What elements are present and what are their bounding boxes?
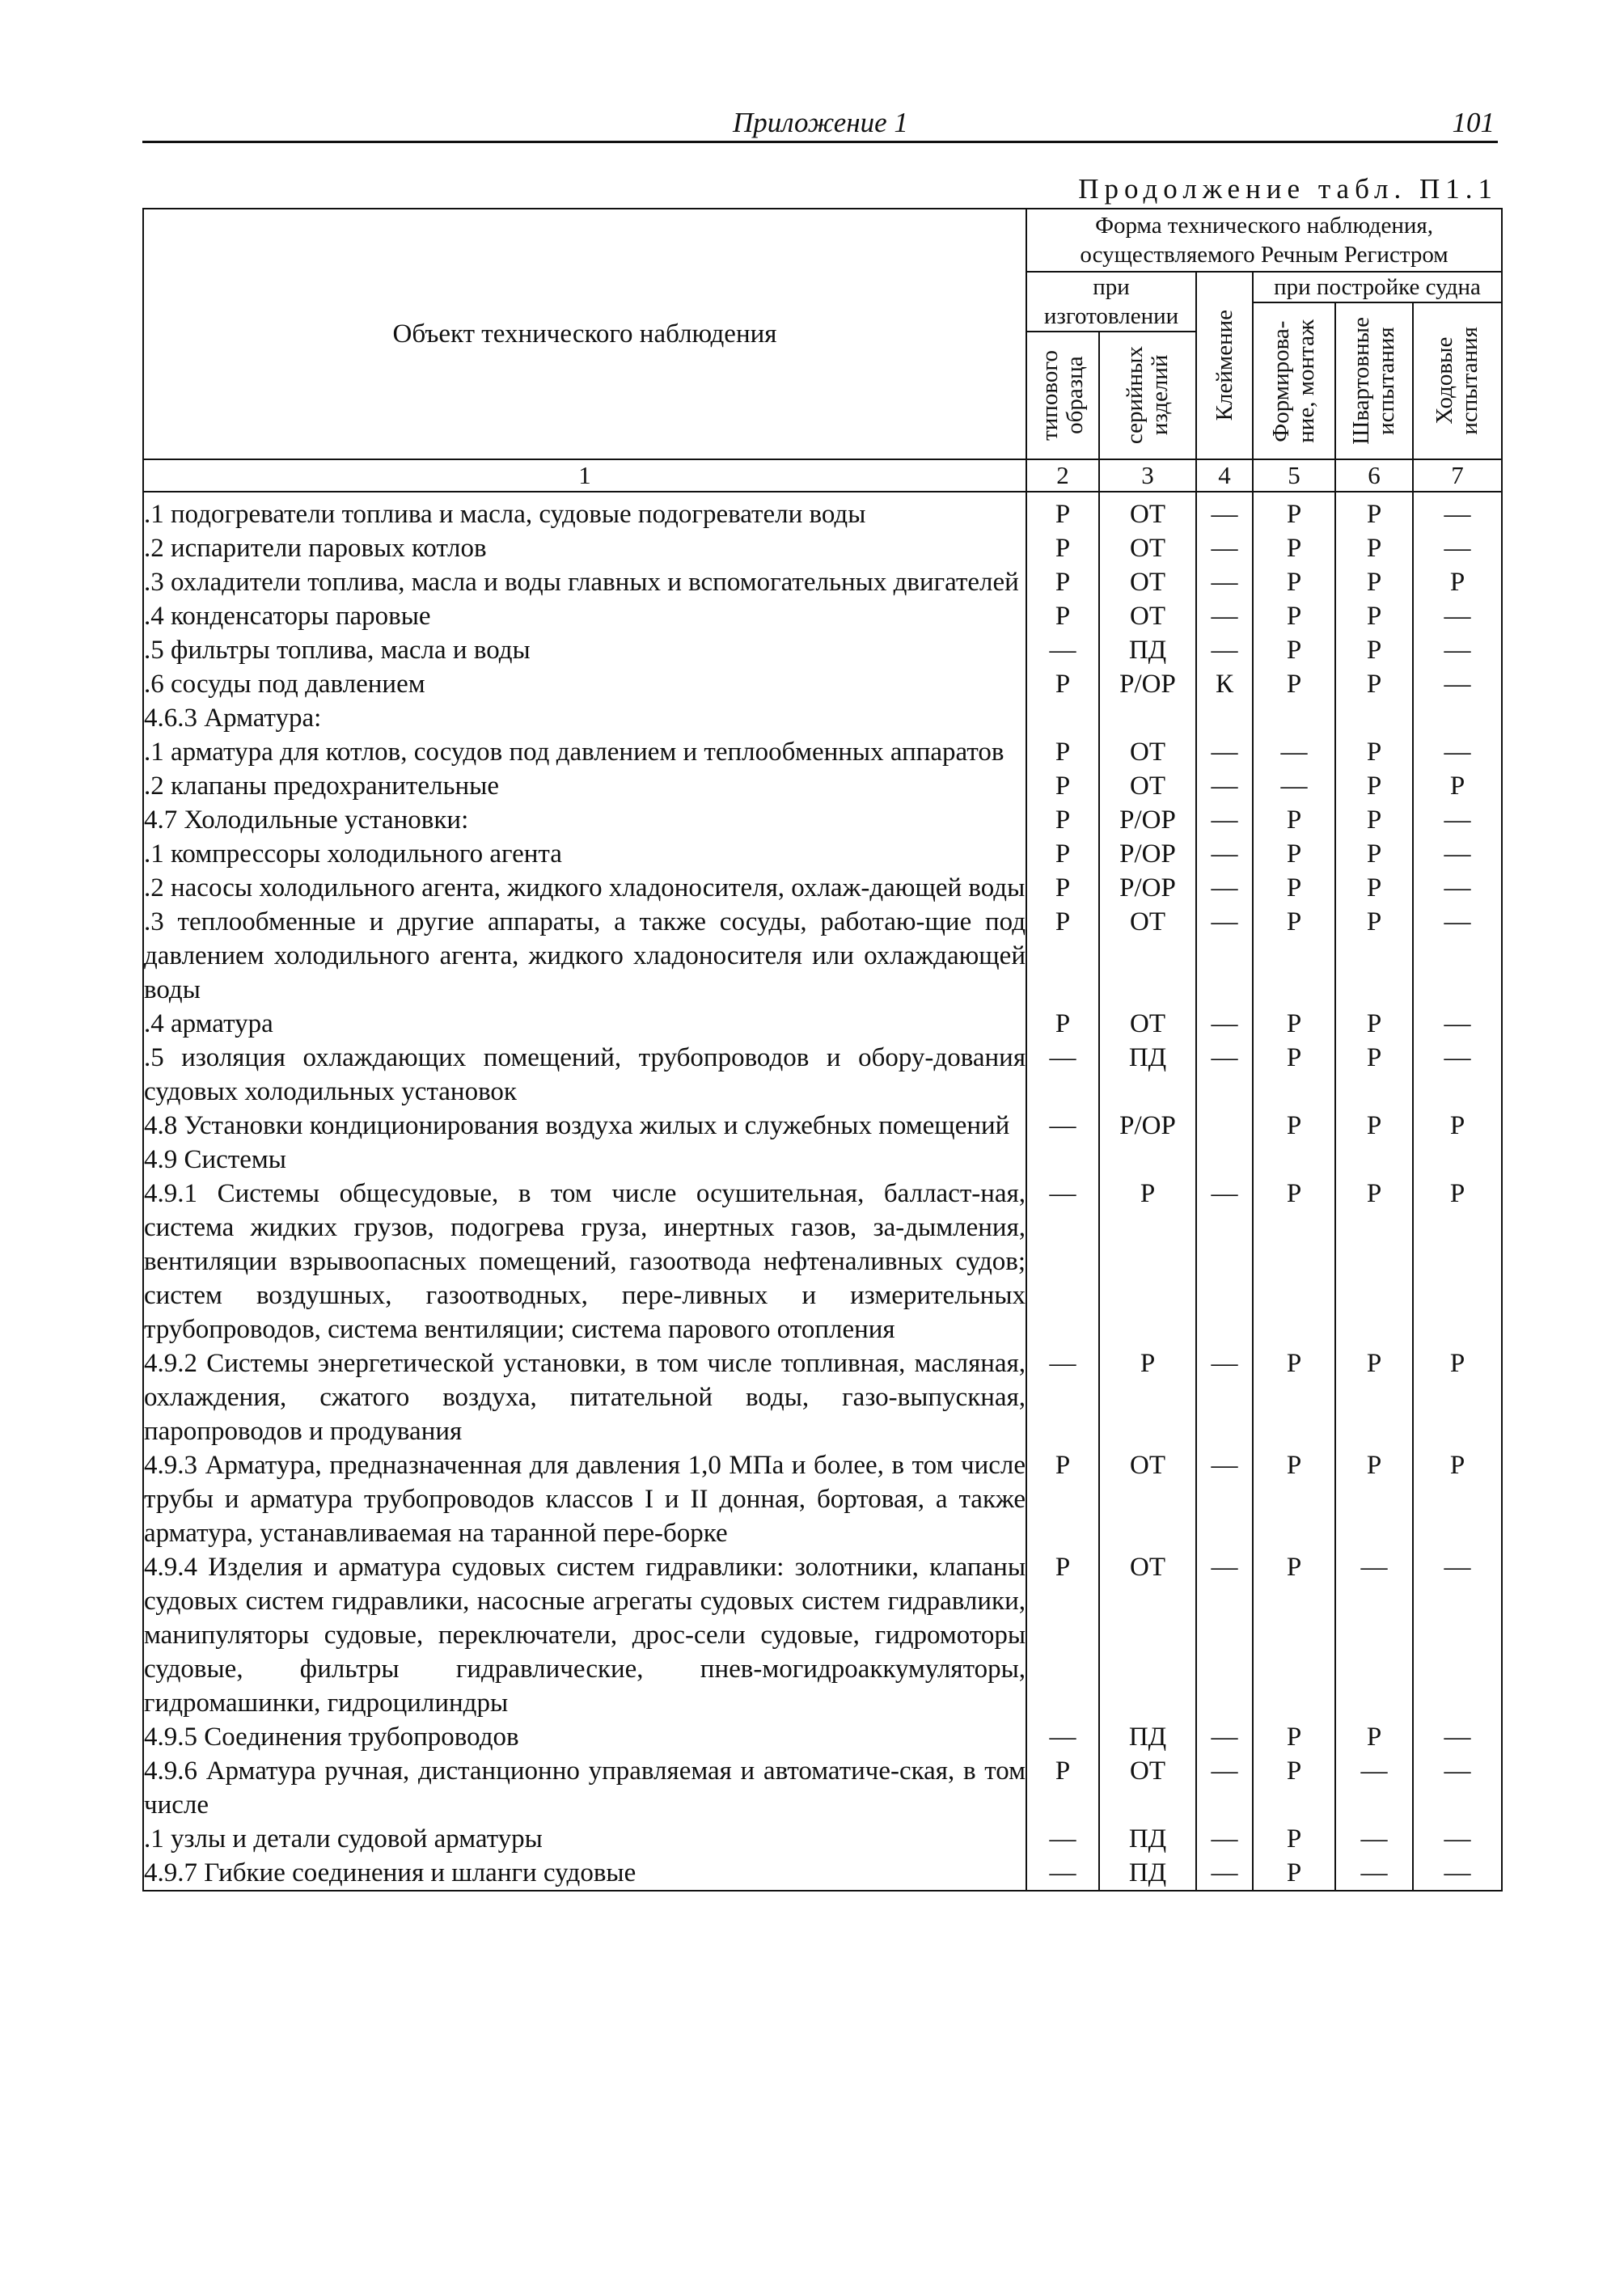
header-construction: при постройке судна bbox=[1253, 272, 1502, 302]
form-value: — bbox=[1413, 599, 1502, 633]
form-value: Р bbox=[1253, 905, 1335, 1007]
form-value: — bbox=[1196, 531, 1253, 565]
form-value bbox=[1026, 701, 1099, 735]
form-value bbox=[1335, 701, 1413, 735]
form-value: Р bbox=[1335, 633, 1413, 667]
object-name: 4.9.1 Системы общесудовые, в том числе осушительная, балласт-ная, система жидких грузов, подогрева груза, инертных газов, за-дымления, вентиляции взрывоопасных помещений, газоотвода нефтеналивных судов; систем воздушных, газоотводных, пере-ливных и измерительных трубопроводов, система вентиляции; система парового отопления bbox=[143, 1177, 1026, 1346]
form-value bbox=[1196, 1109, 1253, 1143]
col-number: 2 bbox=[1026, 459, 1099, 492]
form-value: Р bbox=[1335, 803, 1413, 837]
form-value: — bbox=[1413, 531, 1502, 565]
form-value: Р bbox=[1253, 1109, 1335, 1143]
header-forming-label: Формирова- ние, монтаж bbox=[1268, 319, 1319, 443]
form-value: — bbox=[1335, 1550, 1413, 1720]
form-value: ПД bbox=[1099, 1822, 1196, 1856]
header-form: Форма технического наблюдения, осуществляемого Речным Регистром bbox=[1026, 209, 1502, 272]
form-value: Р bbox=[1335, 1007, 1413, 1041]
form-value: — bbox=[1026, 1177, 1099, 1346]
header-serial bbox=[1099, 332, 1196, 459]
form-value: — bbox=[1196, 1007, 1253, 1041]
form-value: — bbox=[1413, 735, 1502, 769]
table-row bbox=[143, 1109, 1502, 1143]
form-value: — bbox=[1196, 1041, 1253, 1109]
col-number: 7 bbox=[1413, 459, 1502, 492]
table-body bbox=[143, 492, 1502, 1891]
form-value: Р bbox=[1413, 565, 1502, 599]
form-value bbox=[1335, 1143, 1413, 1177]
table-row bbox=[143, 667, 1502, 701]
form-value: Р bbox=[1253, 1041, 1335, 1109]
form-value: Р bbox=[1335, 837, 1413, 871]
form-value: — bbox=[1196, 599, 1253, 633]
form-value: — bbox=[1196, 492, 1253, 531]
object-name: .3 теплообменные и другие аппараты, а также сосуды, работаю-щие под давлением холодильного агента, жидкого хладоносителя или охлаждающей воды bbox=[143, 905, 1026, 1007]
table-row bbox=[143, 905, 1502, 1007]
header-mooring bbox=[1335, 302, 1413, 459]
form-value: Р bbox=[1026, 769, 1099, 803]
form-value: Р bbox=[1413, 1346, 1502, 1448]
header-type-sample bbox=[1026, 332, 1099, 459]
form-value: Р bbox=[1026, 871, 1099, 905]
table-row bbox=[143, 1041, 1502, 1109]
form-value: Р bbox=[1335, 1041, 1413, 1109]
header-type-sample-label: типового образца bbox=[1037, 350, 1088, 441]
table-row bbox=[143, 803, 1502, 837]
form-value: Р bbox=[1253, 1856, 1335, 1891]
form-value: Р bbox=[1099, 1177, 1196, 1346]
form-value: Р/ОР bbox=[1099, 803, 1196, 837]
form-value bbox=[1099, 1143, 1196, 1177]
form-value: ОТ bbox=[1099, 1754, 1196, 1822]
table-row bbox=[143, 492, 1502, 531]
form-value: — bbox=[1196, 1177, 1253, 1346]
form-value: Р bbox=[1335, 565, 1413, 599]
form-value: Р bbox=[1026, 531, 1099, 565]
header-running bbox=[1413, 302, 1502, 459]
form-value: — bbox=[1196, 803, 1253, 837]
form-value: Р bbox=[1253, 565, 1335, 599]
form-value: — bbox=[1196, 837, 1253, 871]
header-running-label: Ходовые испытания bbox=[1432, 327, 1483, 435]
form-value: Р bbox=[1253, 1007, 1335, 1041]
form-value: — bbox=[1196, 633, 1253, 667]
table-row bbox=[143, 1448, 1502, 1550]
table-row bbox=[143, 735, 1502, 769]
col-number: 3 bbox=[1099, 459, 1196, 492]
form-value: Р bbox=[1026, 837, 1099, 871]
object-name: 4.9.7 Гибкие соединения и шланги судовые bbox=[143, 1856, 1026, 1891]
table-row bbox=[143, 1143, 1502, 1177]
form-value: Р bbox=[1026, 803, 1099, 837]
form-value: — bbox=[1196, 905, 1253, 1007]
header-branding bbox=[1196, 272, 1253, 459]
form-value: Р bbox=[1253, 531, 1335, 565]
form-value: ОТ bbox=[1099, 492, 1196, 531]
form-value: Р bbox=[1253, 871, 1335, 905]
observation-table bbox=[142, 208, 1503, 1892]
form-value: Р bbox=[1335, 905, 1413, 1007]
form-value: — bbox=[1413, 1754, 1502, 1822]
form-value: — bbox=[1413, 633, 1502, 667]
form-value: — bbox=[1196, 1856, 1253, 1891]
col-number: 1 bbox=[143, 459, 1026, 492]
form-value bbox=[1196, 701, 1253, 735]
object-name: .2 насосы холодильного агента, жидкого хладоносителя, охлаж-дающей воды bbox=[143, 871, 1026, 905]
col-number: 5 bbox=[1253, 459, 1335, 492]
form-value: — bbox=[1196, 1822, 1253, 1856]
form-value: Р bbox=[1026, 735, 1099, 769]
form-value: ОТ bbox=[1099, 599, 1196, 633]
form-value: — bbox=[1196, 1448, 1253, 1550]
table-row bbox=[143, 837, 1502, 871]
object-name: 4.9.4 Изделия и арматура судовых систем гидравлики: золотники, клапаны судовых систем гидравлики, насосные агрегаты судовых систем гидравлики, манипуляторы судовые, переключатели, дрос-сели судовые, гидромоторы судовые, фильтры гидравлические, пнев-могидроаккумуляторы, гидромашинки, гидроцилиндры bbox=[143, 1550, 1026, 1720]
form-value: — bbox=[1026, 1109, 1099, 1143]
form-value: Р bbox=[1253, 803, 1335, 837]
table-row bbox=[143, 1856, 1502, 1891]
form-value: — bbox=[1413, 667, 1502, 701]
header-serial-label: серийных изделий bbox=[1122, 346, 1173, 445]
table-row bbox=[143, 599, 1502, 633]
form-value: — bbox=[1196, 1550, 1253, 1720]
object-name: 4.9.5 Соединения трубопроводов bbox=[143, 1720, 1026, 1754]
table-row bbox=[143, 1754, 1502, 1822]
form-value bbox=[1099, 701, 1196, 735]
table-row bbox=[143, 565, 1502, 599]
form-value: — bbox=[1335, 1822, 1413, 1856]
form-value: — bbox=[1413, 1720, 1502, 1754]
form-value: Р bbox=[1026, 492, 1099, 531]
object-name: 4.7 Холодильные установки: bbox=[143, 803, 1026, 837]
running-title: Приложение 1 bbox=[733, 107, 908, 138]
form-value: — bbox=[1196, 735, 1253, 769]
form-value: Р bbox=[1413, 1109, 1502, 1143]
form-value: Р/ОР bbox=[1099, 837, 1196, 871]
form-value: Р bbox=[1335, 1720, 1413, 1754]
form-value bbox=[1253, 1143, 1335, 1177]
form-value: Р bbox=[1335, 769, 1413, 803]
table-row bbox=[143, 1550, 1502, 1720]
object-name: 4.6.3 Арматура: bbox=[143, 701, 1026, 735]
form-value: Р bbox=[1253, 837, 1335, 871]
form-value: — bbox=[1026, 1041, 1099, 1109]
form-value: К bbox=[1196, 667, 1253, 701]
object-name: .5 фильтры топлива, масла и воды bbox=[143, 633, 1026, 667]
form-value: — bbox=[1026, 1856, 1099, 1891]
form-value: ОТ bbox=[1099, 1448, 1196, 1550]
form-value: — bbox=[1413, 492, 1502, 531]
form-value: — bbox=[1413, 1822, 1502, 1856]
form-value: ОТ bbox=[1099, 769, 1196, 803]
form-value: — bbox=[1026, 1720, 1099, 1754]
form-value: — bbox=[1196, 1346, 1253, 1448]
form-value: — bbox=[1413, 1856, 1502, 1891]
header-forming bbox=[1253, 302, 1335, 459]
form-value: Р bbox=[1253, 1550, 1335, 1720]
table-row bbox=[143, 701, 1502, 735]
form-value: Р bbox=[1335, 1177, 1413, 1346]
form-value: ОТ bbox=[1099, 905, 1196, 1007]
form-value: Р bbox=[1026, 1754, 1099, 1822]
form-value: Р bbox=[1253, 1177, 1335, 1346]
form-value: Р bbox=[1413, 1177, 1502, 1346]
form-value bbox=[1196, 1143, 1253, 1177]
object-name: 4.9.3 Арматура, предназначенная для давления 1,0 МПа и более, в том числе трубы и арматура трубопроводов классов I и II донная, бортовая, а также арматура, устанавливаемая на таранной пере-борке bbox=[143, 1448, 1026, 1550]
form-value: — bbox=[1413, 905, 1502, 1007]
form-value: — bbox=[1026, 1346, 1099, 1448]
form-value: — bbox=[1413, 1550, 1502, 1720]
form-value bbox=[1413, 701, 1502, 735]
form-value: Р bbox=[1026, 1448, 1099, 1550]
col-number: 4 bbox=[1196, 459, 1253, 492]
form-value: Р bbox=[1026, 1007, 1099, 1041]
form-value: — bbox=[1196, 871, 1253, 905]
form-value: ОТ bbox=[1099, 565, 1196, 599]
form-value: ПД bbox=[1099, 633, 1196, 667]
form-value: — bbox=[1026, 633, 1099, 667]
form-value: Р bbox=[1253, 1346, 1335, 1448]
form-value: — bbox=[1413, 803, 1502, 837]
form-value: Р bbox=[1253, 492, 1335, 531]
form-value: — bbox=[1413, 871, 1502, 905]
object-name: .5 изоляция охлаждающих помещений, трубопроводов и обору-дования судовых холодильных установок bbox=[143, 1041, 1026, 1109]
object-name: 4.9.2 Системы энергетической установки, в том числе топливная, масляная, охлаждения, сжатого воздуха, питательной воды, газо-выпускная, паропроводов и продувания bbox=[143, 1346, 1026, 1448]
form-value: ОТ bbox=[1099, 1007, 1196, 1041]
table-row bbox=[143, 1720, 1502, 1754]
form-value: Р bbox=[1026, 565, 1099, 599]
form-value: — bbox=[1196, 565, 1253, 599]
object-name: 4.8 Установки кондиционирования воздуха жилых и служебных помещений bbox=[143, 1109, 1026, 1143]
form-value: Р bbox=[1413, 769, 1502, 803]
table-row bbox=[143, 1177, 1502, 1346]
form-value: Р bbox=[1026, 905, 1099, 1007]
form-value: — bbox=[1335, 1754, 1413, 1822]
form-value: — bbox=[1196, 1754, 1253, 1822]
form-value: — bbox=[1026, 1822, 1099, 1856]
table-row bbox=[143, 1007, 1502, 1041]
form-value: ОТ bbox=[1099, 735, 1196, 769]
table-row bbox=[143, 1822, 1502, 1856]
table-row bbox=[143, 633, 1502, 667]
table-row bbox=[143, 769, 1502, 803]
form-value: Р bbox=[1335, 667, 1413, 701]
col-number: 6 bbox=[1335, 459, 1413, 492]
form-value: Р bbox=[1335, 1109, 1413, 1143]
form-value: Р bbox=[1253, 633, 1335, 667]
form-value: Р bbox=[1335, 871, 1413, 905]
object-name: .2 клапаны предохранительные bbox=[143, 769, 1026, 803]
form-value: ОТ bbox=[1099, 1550, 1196, 1720]
object-name: .1 арматура для котлов, сосудов под давлением и теплообменных аппаратов bbox=[143, 735, 1026, 769]
form-value: Р bbox=[1253, 1448, 1335, 1550]
form-value: Р bbox=[1026, 667, 1099, 701]
object-name: .2 испарители паровых котлов bbox=[143, 531, 1026, 565]
object-name: 4.9 Системы bbox=[143, 1143, 1026, 1177]
form-value: Р bbox=[1335, 531, 1413, 565]
form-value: Р bbox=[1253, 599, 1335, 633]
form-value: Р bbox=[1335, 1346, 1413, 1448]
form-value: — bbox=[1413, 1041, 1502, 1109]
header-branding-label: Клеймение bbox=[1211, 310, 1237, 421]
form-value bbox=[1253, 701, 1335, 735]
page-header bbox=[142, 107, 1498, 143]
form-value bbox=[1413, 1143, 1502, 1177]
object-name: .4 конденсаторы паровые bbox=[143, 599, 1026, 633]
form-value: — bbox=[1253, 769, 1335, 803]
object-name: .1 узлы и детали судовой арматуры bbox=[143, 1822, 1026, 1856]
form-value: Р bbox=[1335, 599, 1413, 633]
object-name: .3 охладители топлива, масла и воды главных и вспомогательных двигателей bbox=[143, 565, 1026, 599]
object-name: .4 арматура bbox=[143, 1007, 1026, 1041]
page-number: 101 bbox=[1452, 107, 1495, 138]
form-value: Р bbox=[1026, 599, 1099, 633]
form-value: Р bbox=[1413, 1448, 1502, 1550]
form-value: — bbox=[1196, 1720, 1253, 1754]
form-value: Р/ОР bbox=[1099, 1109, 1196, 1143]
form-value: Р bbox=[1335, 1448, 1413, 1550]
form-value: Р bbox=[1335, 735, 1413, 769]
header-mooring-label: Швартовные испытания bbox=[1348, 317, 1399, 445]
form-value: Р bbox=[1253, 1822, 1335, 1856]
table-row bbox=[143, 871, 1502, 905]
form-value: — bbox=[1413, 1007, 1502, 1041]
form-value: Р bbox=[1335, 492, 1413, 531]
object-name: .1 компрессоры холодильного агента bbox=[143, 837, 1026, 871]
form-value: ОТ bbox=[1099, 531, 1196, 565]
object-name: .6 сосуды под давлением bbox=[143, 667, 1026, 701]
form-value: — bbox=[1196, 769, 1253, 803]
form-value: Р bbox=[1026, 1550, 1099, 1720]
header-object: Объект технического наблюдения bbox=[143, 209, 1026, 459]
header-manufacture: при изготовлении bbox=[1026, 272, 1196, 332]
form-value: ПД bbox=[1099, 1041, 1196, 1109]
form-value: Р bbox=[1253, 1720, 1335, 1754]
object-name: 4.9.6 Арматура ручная, дистанционно управляемая и автоматиче-ская, в том числе bbox=[143, 1754, 1026, 1822]
form-value: Р bbox=[1099, 1346, 1196, 1448]
form-value: ПД bbox=[1099, 1856, 1196, 1891]
form-value: Р/ОР bbox=[1099, 667, 1196, 701]
form-value: Р bbox=[1253, 667, 1335, 701]
form-value: Р bbox=[1253, 1754, 1335, 1822]
form-value: — bbox=[1335, 1856, 1413, 1891]
form-value: — bbox=[1413, 837, 1502, 871]
form-value: — bbox=[1253, 735, 1335, 769]
form-value: Р/ОР bbox=[1099, 871, 1196, 905]
form-value: ПД bbox=[1099, 1720, 1196, 1754]
table-caption: Продолжение табл. П1.1 bbox=[1078, 173, 1498, 205]
object-name: .1 подогреватели топлива и масла, судовые подогреватели воды bbox=[143, 492, 1026, 531]
form-value bbox=[1026, 1143, 1099, 1177]
table-row bbox=[143, 1346, 1502, 1448]
table-row bbox=[143, 531, 1502, 565]
